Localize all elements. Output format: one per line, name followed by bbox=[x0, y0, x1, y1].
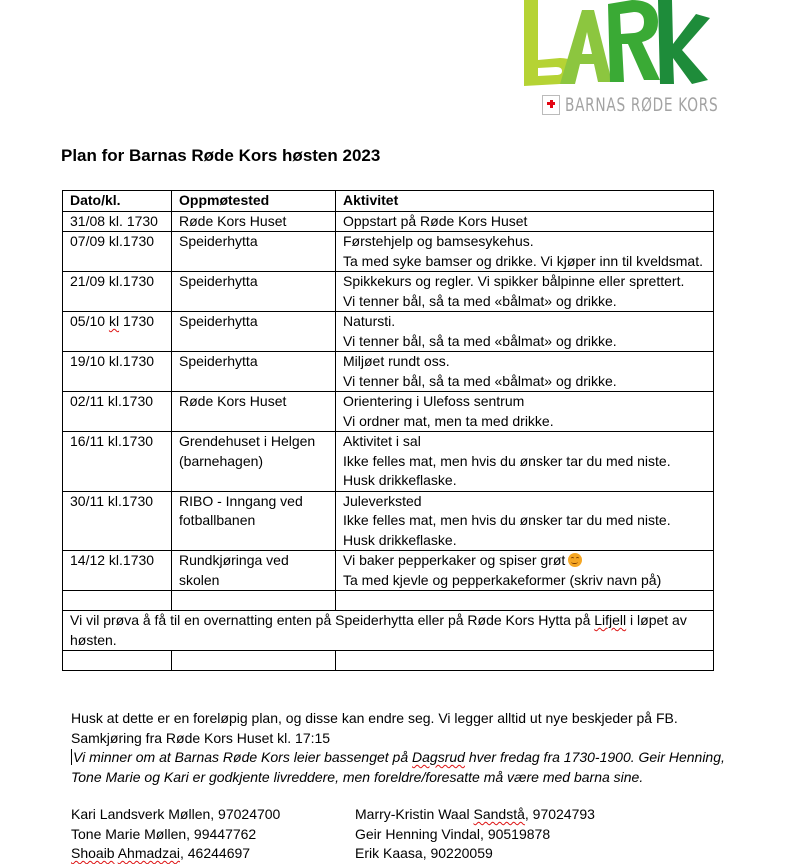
activity-line: Orientering i Ulefoss sentrum bbox=[343, 393, 525, 409]
contacts-section bbox=[71, 805, 731, 864]
activity-line: Førstehjelp og bamsesykehus. bbox=[343, 233, 534, 249]
contacts-right-column bbox=[355, 805, 595, 864]
cell-activity bbox=[336, 352, 714, 392]
spellcheck-flagged-word: Lifjell bbox=[594, 612, 627, 628]
cell-place: Røde Kors Huset bbox=[172, 392, 336, 432]
spellcheck-flagged-word: kl bbox=[108, 313, 120, 329]
contact-line: Tone Marie Møllen, 99447762 bbox=[71, 825, 257, 842]
activity-line: Vi ordner mat, men ta med drikke. bbox=[343, 412, 554, 429]
cell-place: Speiderhytta bbox=[172, 352, 336, 392]
cell-activity bbox=[336, 432, 714, 492]
smiling-face-icon bbox=[568, 553, 582, 567]
logo-letter-k bbox=[658, 0, 710, 84]
table-row bbox=[63, 272, 714, 312]
note-text: i løpet av høsten. bbox=[70, 612, 687, 648]
spellcheck-flagged-word: Dagsrud bbox=[412, 749, 465, 765]
logo-letter-a bbox=[560, 10, 612, 84]
activity-line: Miljøet rundt oss. bbox=[343, 353, 450, 369]
table-row bbox=[63, 491, 714, 551]
table-row bbox=[63, 352, 714, 392]
activity-line: Ikke felles mat, men hvis du ønsker tar du med niste. bbox=[343, 512, 671, 528]
activity-line: Vi tenner bål, så ta med «bålmat» og drikke. bbox=[343, 292, 617, 309]
cell-empty bbox=[172, 591, 336, 611]
activity-line: Ta med syke bamser og drikke. Vi kjøper inn til kveldsmat. bbox=[343, 252, 703, 269]
cell-place: Grendehuset i Helgen (barnehagen) bbox=[172, 432, 336, 492]
table-row bbox=[63, 392, 714, 432]
spellcheck-flagged-word: Sandstå bbox=[473, 806, 525, 822]
activity-line: Juleverksted bbox=[343, 492, 422, 509]
cell-date: 07/09 kl.1730 bbox=[63, 232, 172, 272]
table-row-merged-note bbox=[63, 611, 714, 651]
header-activity: Aktivitet bbox=[336, 191, 714, 212]
activity-line: Ta med kjevle og pepperkakeformer (skriv navn på) bbox=[343, 571, 662, 588]
cell-empty bbox=[63, 591, 172, 611]
table-header-row bbox=[63, 191, 714, 212]
contact-line: Kari Landsverk Møllen, 97024700 bbox=[71, 806, 281, 822]
bark-wordmark-icon bbox=[520, 0, 710, 92]
contact-line: Erik Kaasa, 90220059 bbox=[355, 845, 493, 861]
cell-activity bbox=[336, 551, 714, 591]
text-cursor bbox=[71, 749, 72, 765]
note-line: Husk at dette er en foreløpig plan, og disse kan endre seg. Vi legger alltid ut nye beskjeder på FB. bbox=[71, 710, 678, 726]
schedule-table bbox=[62, 190, 714, 671]
cell-activity bbox=[336, 312, 714, 352]
cell-activity bbox=[336, 392, 714, 432]
cell-date: 02/11 kl.1730 bbox=[63, 392, 172, 432]
logo-letter-r bbox=[608, 0, 660, 82]
note-text: Vi vil prøva å få til en overnatting enten på Speiderhytta eller på Røde Kors Hytta på bbox=[70, 612, 595, 628]
page-title: Plan for Barnas Røde Kors høsten 2023 bbox=[61, 146, 381, 165]
logo-subtitle bbox=[542, 94, 778, 116]
cell-date: 30/11 kl.1730 bbox=[63, 491, 172, 551]
cell-empty bbox=[172, 651, 336, 671]
cell-place: Speiderhytta bbox=[172, 312, 336, 352]
cell-date: 19/10 kl.1730 bbox=[63, 352, 172, 392]
activity-text: Vi baker pepperkaker og spiser grøt bbox=[343, 552, 566, 568]
logo-subtitle-text: BARNAS RØDE KORS bbox=[565, 94, 719, 116]
cell-date: 31/08 kl. 1730 bbox=[63, 211, 172, 232]
activity-line: Husk drikkeflaske. bbox=[343, 531, 457, 548]
cell-place: RIBO - Inngang ved fotballbanen bbox=[172, 491, 336, 551]
activity-line: Ikke felles mat, men hvis du ønsker tar du med niste. bbox=[343, 452, 671, 469]
header-place: Oppmøtested bbox=[172, 191, 336, 212]
cell-date: 16/11 kl.1730 bbox=[63, 432, 172, 492]
table-row bbox=[63, 211, 714, 232]
table-row bbox=[63, 551, 714, 591]
activity-line bbox=[343, 551, 706, 571]
activity-line: Spikkekurs og regler. Vi spikker bålpinne eller sprettert. bbox=[343, 273, 685, 289]
table-row-empty bbox=[63, 591, 714, 611]
note-line: Samkjøring fra Røde Kors Huset kl. 17:15 bbox=[71, 729, 331, 746]
contacts-left-column bbox=[71, 805, 355, 864]
table-row-empty bbox=[63, 651, 714, 671]
red-cross-icon bbox=[542, 95, 560, 115]
note-italic-paragraph[interactable] bbox=[71, 748, 731, 787]
cell-activity bbox=[336, 491, 714, 551]
table-row bbox=[63, 432, 714, 492]
table-row bbox=[63, 232, 714, 272]
note-text: hver fredag fra 1730-1900. Geir Henning, Tone Marie og Kari er godkjente livreddere, men foreldre/foresatte må være med barna sine. bbox=[71, 749, 725, 785]
cell-activity bbox=[336, 272, 714, 312]
cell-empty bbox=[336, 651, 714, 671]
activity-line: Oppstart på Røde Kors Huset bbox=[343, 212, 528, 229]
cell-date bbox=[63, 312, 172, 352]
cell-place: Speiderhytta bbox=[172, 272, 336, 312]
cell-date: 21/09 kl.1730 bbox=[63, 272, 172, 312]
cell-activity bbox=[336, 232, 714, 272]
cell-place: Rundkjøringa ved skolen bbox=[172, 551, 336, 591]
activity-line: Natursti. bbox=[343, 313, 396, 329]
contact-line: Geir Henning Vindal, 90519878 bbox=[355, 825, 551, 842]
date-suffix: 1730 bbox=[119, 313, 155, 329]
contact-line bbox=[355, 805, 595, 825]
cell-activity bbox=[336, 211, 714, 232]
cell-empty bbox=[336, 591, 714, 611]
cell-merged-note bbox=[63, 611, 714, 651]
bark-logo bbox=[520, 0, 719, 122]
contact-text: , 97024793 bbox=[524, 806, 595, 822]
activity-line: Husk drikkeflaske. bbox=[343, 472, 457, 488]
cell-date: 14/12 kl.1730 bbox=[63, 551, 172, 591]
notes-section bbox=[71, 709, 731, 787]
header-date: Dato/kl. bbox=[63, 191, 172, 212]
table-row bbox=[63, 312, 714, 352]
spellcheck-flagged-word: Ahmadzai bbox=[117, 845, 180, 861]
spellcheck-flagged-word: Shoaib bbox=[71, 845, 115, 861]
date-prefix: 05/10 bbox=[70, 313, 109, 329]
note-text: Vi minner om at Barnas Røde Kors leier bassenget på bbox=[73, 749, 413, 765]
activity-line: Aktivitet i sal bbox=[343, 433, 421, 449]
cell-empty bbox=[63, 651, 172, 671]
activity-line: Vi tenner bål, så ta med «bålmat» og drikke. bbox=[343, 332, 617, 349]
contact-text: , 46244697 bbox=[179, 845, 251, 861]
activity-line: Vi tenner bål, så ta med «bålmat» og drikke. bbox=[343, 372, 617, 389]
contact-text: Marry-Kristin Waal bbox=[355, 806, 474, 822]
cell-place: Speiderhytta bbox=[172, 232, 336, 272]
cell-place: Røde Kors Huset bbox=[172, 211, 336, 232]
